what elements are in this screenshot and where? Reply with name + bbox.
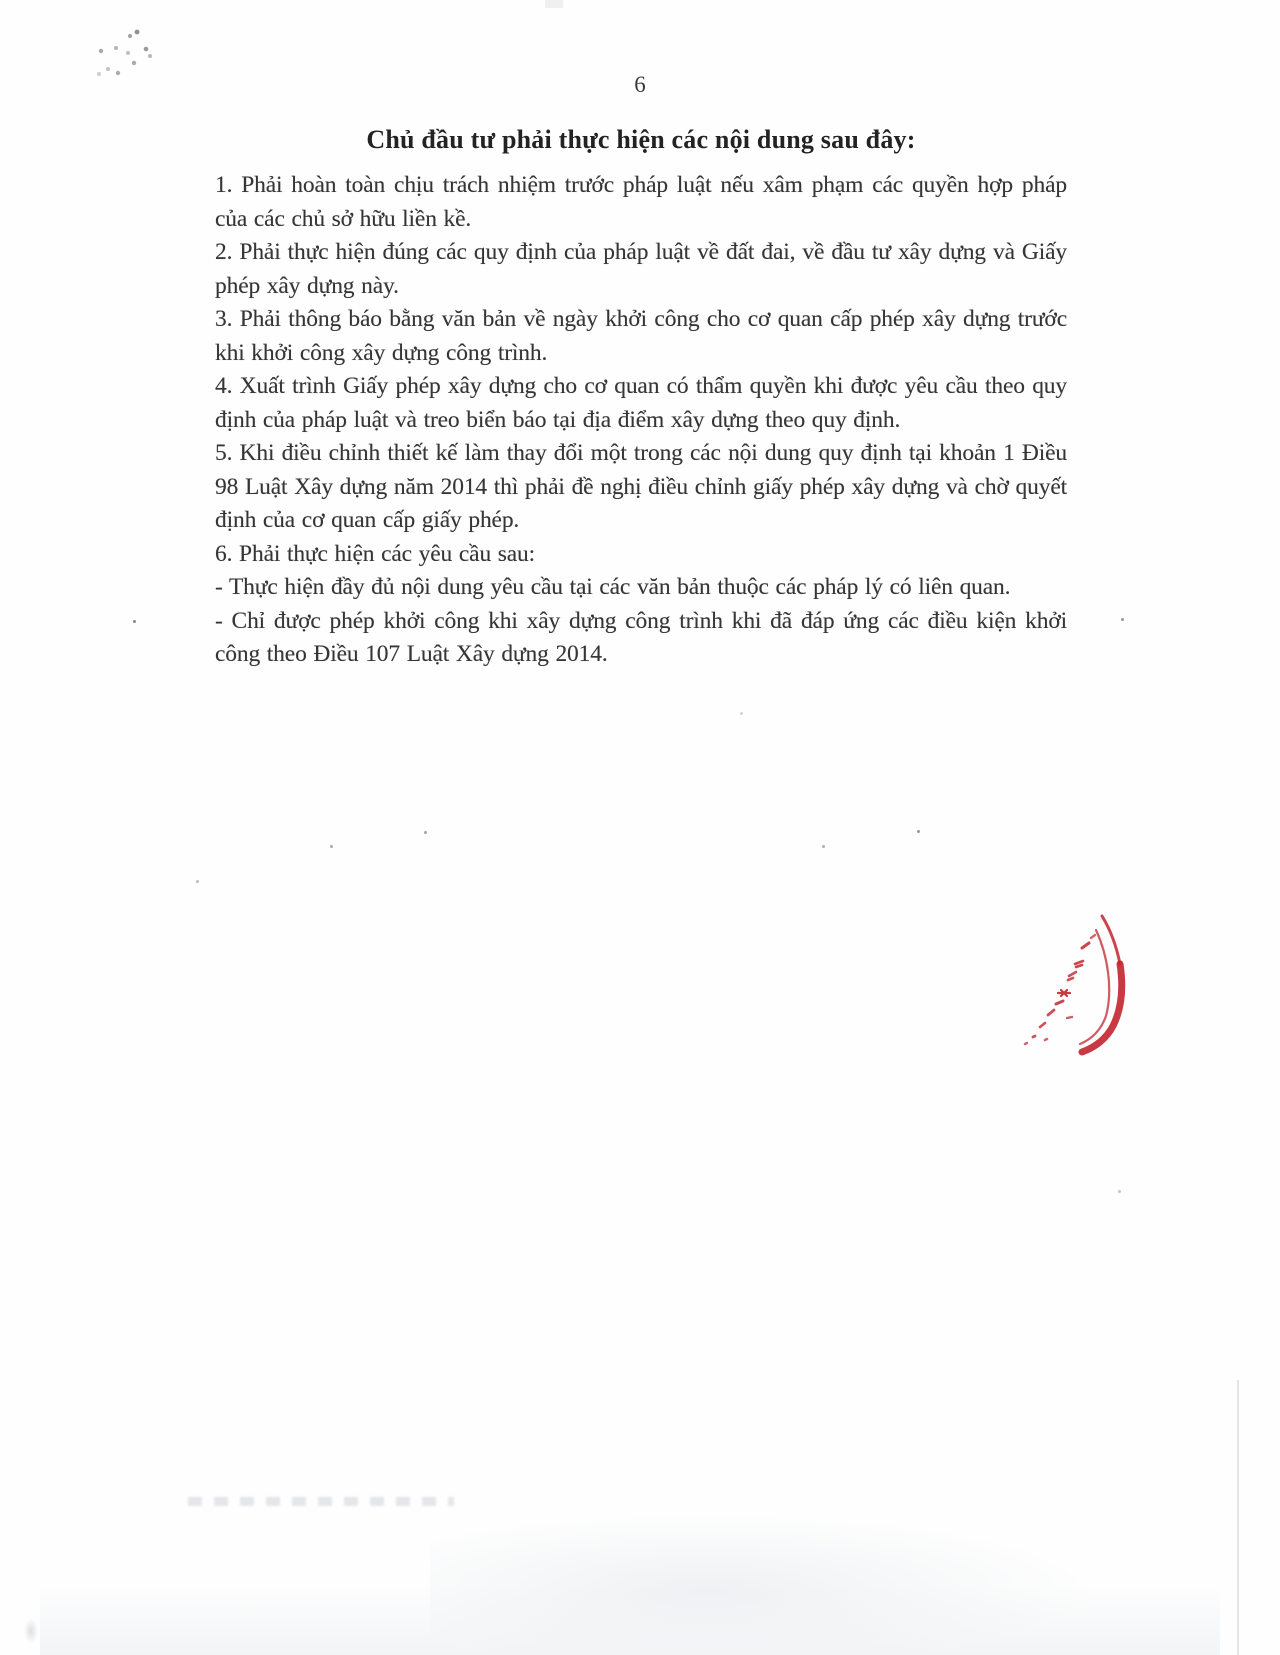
scan-speck (822, 845, 825, 848)
paragraph-dash-2: - Chỉ được phép khởi công khi xây dựng công trình khi đã đáp ứng các điều kiện khởi công theo Điều 107 Luật Xây dựng 2014. (215, 607, 1067, 667)
scan-speck (133, 620, 136, 623)
paragraph-2: 2. Phải thực hiện đúng các quy định của pháp luật về đất đai, về đầu tư xây dựng và Giấy phép xây dựng này. (215, 239, 1067, 299)
scan-edge-line (1237, 1380, 1239, 1655)
red-stamp-fragment (1012, 876, 1138, 1062)
scan-blot (24, 1618, 38, 1644)
document-body (215, 169, 1067, 672)
paragraph-5: 5. Khi điều chỉnh thiết kế làm thay đổi một trong các nội dung quy định tại khoản 1 Điều 98 Luật Xây dựng năm 2014 thì phải đề nghị điều chỉnh giấy phép xây dựng và chờ quyết định của cơ quan cấp giấy phép. (215, 440, 1067, 533)
scan-speck (1118, 1190, 1121, 1193)
scan-noise-mottle (40, 1585, 1220, 1655)
scan-speck (1121, 618, 1124, 621)
scan-speck (917, 830, 920, 833)
document-heading: Chủ đầu tư phải thực hiện các nội dung sau đây: (366, 125, 916, 154)
paragraph-dash-1: - Thực hiện đầy đủ nội dung yêu cầu tại các văn bản thuộc các pháp lý có liên quan. (215, 574, 1011, 600)
scan-artifact-top (545, 0, 563, 8)
scan-speck (330, 845, 333, 848)
paragraph-6: 6. Phải thực hiện các yêu cầu sau: (215, 540, 536, 567)
scan-speck (424, 831, 427, 834)
paragraph-4: 4. Xuất trình Giấy phép xây dựng cho cơ quan có thẩm quyền khi được yêu cầu theo quy định của pháp luật và treo biển báo tại địa điểm xây dựng theo quy định. (215, 373, 1067, 433)
pencil-scribble (0, 0, 2, 2)
scan-speck (740, 712, 743, 715)
page-number: 6 (634, 72, 646, 97)
scan-speck (196, 880, 199, 883)
scan-noise-band (188, 1497, 454, 1506)
paragraph-3: 3. Phải thông báo bằng văn bản về ngày khởi công cho cơ quan cấp phép xây dựng trước khi khởi công xây dựng công trình. (215, 306, 1067, 366)
paragraph-1: 1. Phải hoàn toàn chịu trách nhiệm trước pháp luật nếu xâm phạm các quyền hợp pháp của các chủ sở hữu liền kề. (215, 172, 1067, 232)
